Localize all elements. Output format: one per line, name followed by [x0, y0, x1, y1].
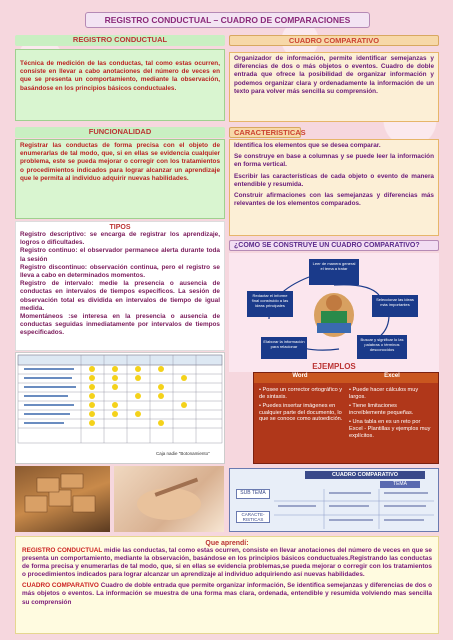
- excel-item: • Una tabla en es un reto por Excel - Plantillas y ejemplos muy explícitos.: [349, 419, 431, 439]
- tipo-item: Registro descriptivo: se encarga de registrar los aprendizaje, logros o dificultades.: [20, 231, 220, 247]
- caracteristica-item: Se construye en base a columnas y se puede leer la información en forma vertical.: [234, 153, 434, 169]
- wood-blocks-photo: [15, 466, 110, 532]
- tipo-item: Registro discontinuo: observación continua, pero el registro se lleva a cabo en determinados momentos.: [20, 263, 220, 280]
- sample-tema: TEMA: [380, 481, 420, 488]
- word-item: • Posee un corrector ortográfico y de sintaxis.: [259, 387, 343, 400]
- chart-caption: Caja nadie "Botonamiento": [156, 451, 210, 456]
- cuadro-definition: Organizador de información, permite identificar semejanzas y diferencias de dos o más objetos o eventos. Cuadro de doble entrada que ofrece la posibilidad de organizar información y podemos organizar clara y ordenadamente la información de un texto para volver más sencilla su comprensión.: [229, 52, 439, 122]
- caracteristica-item: Identifica los elementos que se desea comparar.: [234, 142, 381, 149]
- construction-diagram: [229, 253, 439, 365]
- caracteristica-item: Escribir las características de cada objeto o evento de manera entendible y resumida.: [234, 172, 434, 188]
- aprendi-p2: CUADRO COMPARATIVO Cuadro de doble entrada que permite organizar información, Se identifica semejanzas y diferencias de dos o más objetos o eventos. La información se muestra de una forma mas clara, ordenada, entendible y resumida volviendo mas sencilla su comprensión: [22, 582, 432, 606]
- word-label: Word: [254, 373, 346, 383]
- que-aprendi-box: [15, 536, 439, 634]
- tipo-item: Registro continuo: el observador permanece alerta durante toda la sesión: [20, 247, 220, 263]
- sample-title: CUADRO COMPARATIVO: [305, 471, 425, 479]
- ejemplos-heading: EJEMPLOS: [229, 362, 439, 372]
- hands-writing-photo: [114, 466, 224, 532]
- diagram-node: Seleccionar las ideas más importantes: [372, 295, 418, 317]
- tipos-box: [15, 221, 225, 351]
- tipo-item: Momentáneos :se interesa en la presencia o ausencia de conductas seguidas inmediatamente por intervalos de tiempos especificados.: [20, 313, 220, 337]
- tipos-heading: TIPOS: [109, 224, 131, 231]
- diagram-node: Buscar y significar lo las palabras o términos desconocidos: [357, 335, 407, 359]
- funcionalidad-heading: FUNCIONALIDAD: [15, 127, 225, 138]
- caracteristicas-box: [229, 139, 439, 236]
- excel-label: Excel: [346, 373, 438, 383]
- funcionalidad-text: Registrar las conductas de forma precisa con el objeto de enumerarlas de tal modo, que, si en ellas se evidencia cualquier problema, este se pueda mejorar o corregir con los tratamientos o procedimientos indicados para lograr alcanzar un aprendizaje que le permita al individuo adquirir nuevas habilidades.: [15, 139, 225, 219]
- tipos-list: [20, 231, 220, 338]
- tipo-item: Registro de intervalo: medie la presencia o ausencia de conductas en intervalos de tiempos específicos. La sesión de observación total es dividida en intervalos de tiempo de igual medida.: [20, 280, 220, 312]
- word-item: • Puedes insertar imágenes en cualquier parte del documento, lo que se conoce como autoedición.: [259, 403, 343, 423]
- excel-item: • Puede hacer cálculos muy largos.: [349, 387, 419, 400]
- registro-definition: Técnica de medición de las conductas, tal como estas ocurren, consiste en llevar a cabo anotaciones del número de veces en que se presenta un comportamiento, mediante la observación, basándose en los principios básicos conductuales.: [15, 49, 225, 121]
- diagram-node: Leer de manera general el tema a tratar: [309, 259, 359, 285]
- caracteristicas-heading: CARACTERISTICAS: [229, 127, 301, 138]
- excel-item: • Tiene limitaciones increíblemente pequeñas.: [349, 403, 414, 416]
- que-aprendi-heading: Que aprendí:: [205, 540, 249, 547]
- page-title: REGISTRO CONDUCTUAL – CUADRO DE COMPARACIONES: [85, 12, 370, 28]
- registro-heading: REGISTRO CONDUCTUAL: [15, 35, 225, 46]
- diagram-node: Elaborar la información para relacionar: [261, 337, 307, 359]
- diagram-node: Redactar el informe final construido a las ideas principales: [247, 291, 293, 317]
- word-excel-comparison: [253, 372, 439, 464]
- caracteristica-item: Construir afirmaciones con las semejanzas y diferencias más relevantes de los elementos comparados.: [234, 192, 434, 208]
- cuadro-heading: CUADRO COMPARATIVO: [229, 35, 439, 46]
- sample-car: CARACTE- RISTICAS: [236, 511, 270, 523]
- sample-cuadro-image: [229, 468, 439, 532]
- sample-sub: SUB TEMA: [236, 489, 270, 499]
- aprendi-p1: REGISTRO CONDUCTUAL midie las conductas, tal como estas ocurren, consiste en llevar anotaciones del número de veces en que se presenta un comportamiento, mediante la observación, basándose en los principios básicos conductuales.Registrando las conductas de forma precisa y enumerarlas de tal modo, que, si en ellas se evidencia problemas,se pueda mejorar o corregir con los tratamientos o procedimientos indicados para lograr alcanzar un aprendizaje al individuo adquiriendo así nuevas habilidades.: [22, 547, 432, 579]
- como-heading: ¿COMO SE CONSTRUYE UN CUADRO COMPARATIVO?: [229, 240, 439, 251]
- behavior-chart-image: [15, 352, 225, 464]
